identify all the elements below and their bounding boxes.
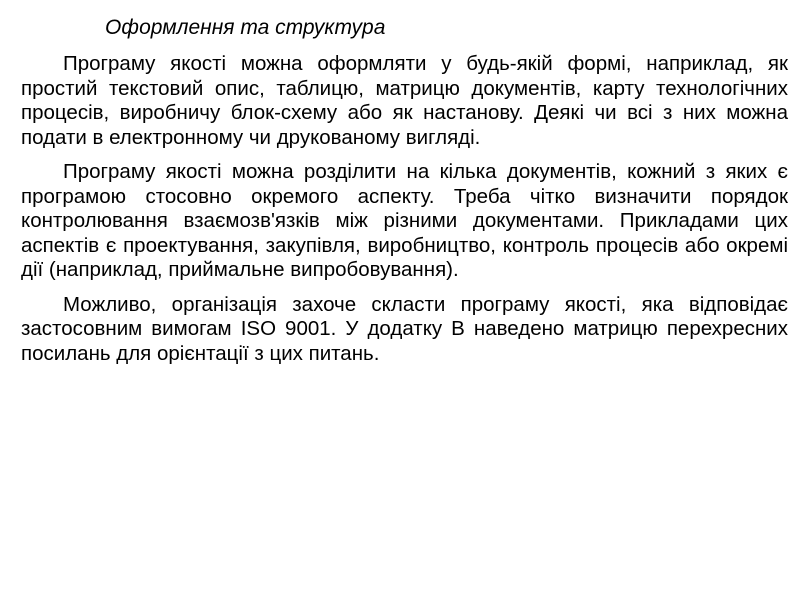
slide-heading: Оформлення та структура — [105, 16, 386, 39]
paragraph-2: Програму якості можна розділити на кілька документів, кожний з яких є програмою стосовно окремого аспекту. Треба чітко визначити порядок контролювання взаємозв'язків між різними документами. Прикладами цих аспектів є проектування, закупівля, виробництво, контроль процесів або окремі дії (наприклад, приймальне випробовування). — [21, 160, 788, 281]
paragraph-1: Програму якості можна оформляти у будь-якій формі, наприклад, як простий текстовий опис, таблицю, матрицю документів, карту технологічних процесів, виробничу блок-схему або як настанову. Деякі чи всі з них можна подати в електронному чи друкованому вигляді. — [21, 52, 788, 149]
paragraph-3: Можливо, організація захоче скласти програму якості, яка відповідає застосовним вимогам ISO 9001. У додатку В наведено матрицю перехресних посилань для орієнтації з цих питань. — [21, 292, 788, 365]
